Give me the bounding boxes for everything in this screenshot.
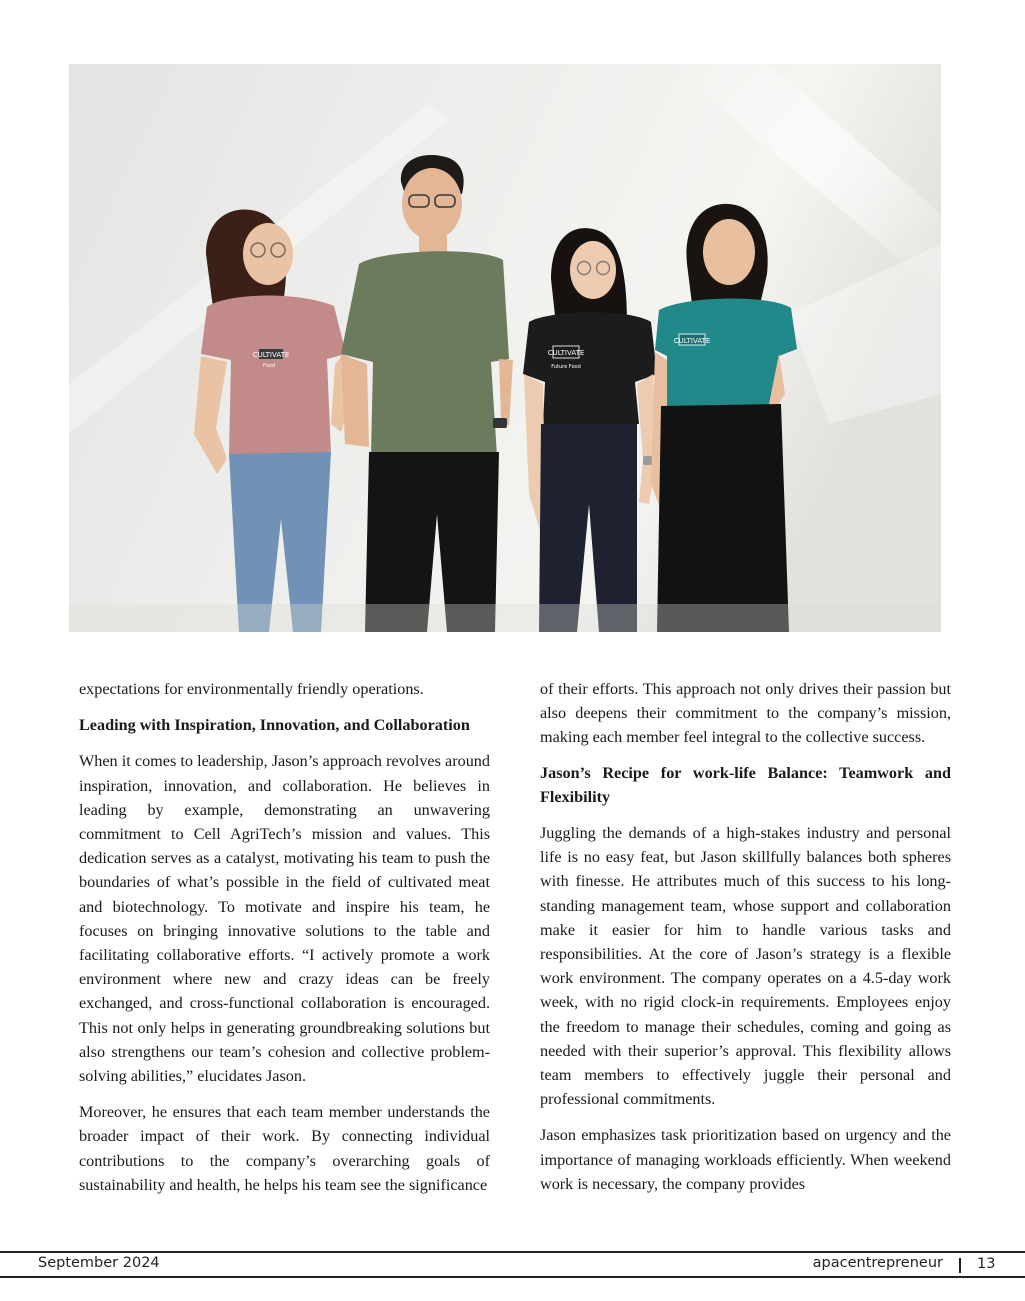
page-footer (0, 1253, 1025, 1276)
footer-rule-bottom (0, 1276, 1025, 1278)
issue-date: September 2024 (38, 1255, 160, 1271)
shirt-sub-1: Food (263, 363, 275, 369)
paragraph: of their efforts. This approach not only drives their passion but also deepens their commitment to the company’s mission, making each member feel integral to the collective success. (540, 680, 951, 747)
shirt-logo-3: CULTIVATE (673, 337, 711, 345)
section-heading: Jason’s Recipe for work-life Balance: Teamwork and Flexibility (540, 763, 951, 806)
article-column-left (79, 677, 490, 1209)
paragraph: Jason emphasizes task prioritization based on urgency and the importance of managing workloads efficiently. When weekend work is necessary, the company provides (540, 1126, 951, 1193)
shirt-logo-2: CULTIVATE (547, 349, 585, 357)
article-column-right (540, 677, 951, 1208)
page-number: 13 (977, 1256, 996, 1272)
paragraph: Juggling the demands of a high-stakes industry and personal life is no easy feat, but Jason skillfully balances both spheres with finesse. He attributes much of this success to his long-standing management team, whose support and collaboration make it easier for him to handle various tasks and responsibilities. At the core of Jason’s strategy is a flexible work environment. The company operates on a 4.5-day work week, with no rigid clock-in requirements. Employees enjoy the freedom to manage their schedules, coming and going as needed with their superior’s approval. This flexibility allows team members to effectively juggle their personal and professional commitments. (540, 824, 951, 1109)
publication-name: apacentrepreneur (812, 1255, 943, 1271)
footer-separator (959, 1258, 961, 1273)
team-photo (69, 64, 941, 632)
shirt-sub-2: Future Food (551, 364, 581, 370)
paragraph: Moreover, he ensures that each team member understands the broader impact of their work. By connecting individual contributions to the company’s overarching goals of sustainability and health, he helps his team see the significance (79, 1103, 490, 1194)
paragraph: When it comes to leadership, Jason’s approach revolves around inspiration, innovation, and collaboration. He believes in leading by example, demonstrating an unwavering commitment to Cell AgriTech’s mission and values. This dedication serves as a catalyst, motivating his team to push the boundaries of what’s possible in the field of cultivated meat and biotechnology. To motivate and inspire his team, he focuses on bringing innovative solutions to the table and facilitating collaborative efforts. “I actively promote a work environment where new and crazy ideas can be freely exchanged, and cross-functional collaboration is encouraged. This not only helps in generating groundbreaking solutions but also strengthens our team’s cohesion and collective problem-solving abilities,” elucidates Jason. (79, 752, 490, 1086)
paragraph: expectations for environmentally friendly operations. (79, 680, 424, 698)
section-heading: Leading with Inspiration, Innovation, and Collaboration (79, 716, 470, 735)
shirt-logo-1: CULTIVATE (252, 351, 290, 359)
